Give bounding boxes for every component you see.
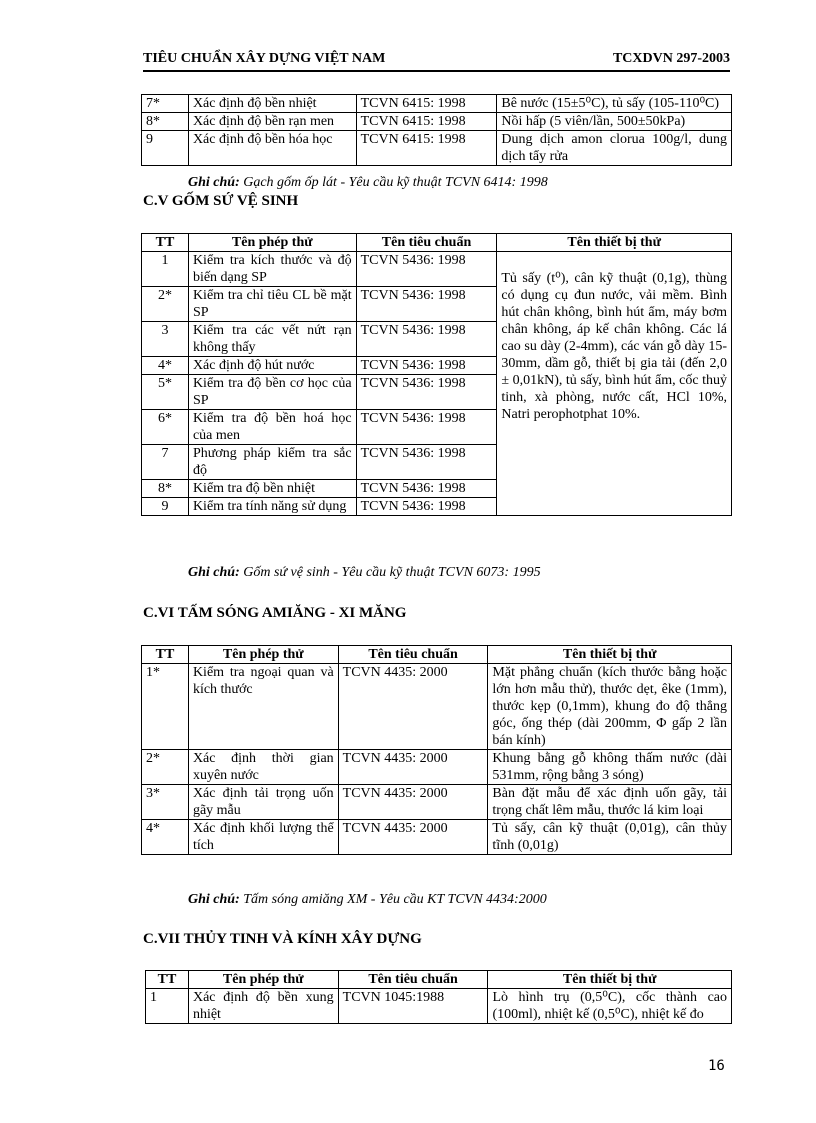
cell-test: Xác định độ bền nhiệt — [188, 95, 356, 113]
cell-tt: 9 — [142, 498, 189, 516]
page-number: 16 — [708, 1058, 725, 1074]
cell-tt: 4* — [142, 357, 189, 375]
header-title: TIÊU CHUẨN XÂY DỰNG VIỆT NAM — [143, 51, 386, 66]
col-header-standard: Tên tiêu chuẩn — [338, 646, 488, 664]
cell-tt: 1 — [146, 989, 189, 1024]
col-header-tt: TT — [142, 234, 189, 252]
section-title-cv: C.V GỐM SỨ VỆ SINH — [143, 193, 299, 209]
cell-tt: 4* — [142, 820, 189, 855]
note-label: Ghi chú: — [188, 892, 240, 907]
cell-tt: 3 — [142, 322, 189, 357]
note-text: Gạch gốm ốp lát - Yêu cầu kỹ thuật TCVN 6414: 1998 — [243, 175, 548, 190]
cell-standard: TCVN 4435: 2000 — [338, 785, 488, 820]
note-text: Gốm sứ vệ sinh - Yêu cầu kỹ thuật TCVN 6073: 1995 — [243, 565, 541, 580]
cell-equipment: Lò hình trụ (0,5⁰C), cốc thành cao (100ml), nhiệt kế (0,5⁰C), nhiệt kế đo — [488, 989, 732, 1024]
note-asbestos — [188, 892, 547, 908]
cell-test: Xác định thời gian xuyên nước — [188, 750, 338, 785]
cell-standard: TCVN 5436: 1998 — [356, 357, 497, 375]
cell-test: Xác định độ bền hóa học — [188, 131, 356, 166]
cell-tt: 7 — [142, 445, 189, 480]
col-header-tt: TT — [146, 971, 189, 989]
cell-equipment: Nồi hấp (5 viên/lần, 500±50kPa) — [497, 113, 732, 131]
table-header-row — [146, 971, 732, 989]
cell-tt: 2* — [142, 287, 189, 322]
cell-standard: TCVN 6415: 1998 — [356, 131, 497, 166]
cell-standard: TCVN 5436: 1998 — [356, 287, 497, 322]
cell-equipment: Mặt phẳng chuẩn (kích thước bằng hoặc lớn hơn mẫu thử), thước dẹt, êke (1mm), thước kẹp (0,1mm), khung đo độ thẳng góc, ống thép (dài 200mm, Φ gấp 2 lần bán kính) — [488, 664, 732, 750]
cell-standard: TCVN 5436: 1998 — [356, 252, 497, 287]
cell-standard: TCVN 4435: 2000 — [338, 750, 488, 785]
note-label: Ghi chú: — [188, 565, 240, 580]
table-header-row — [142, 646, 732, 664]
cell-test: Xác định khối lượng thể tích — [188, 820, 338, 855]
cell-tt: 2* — [142, 750, 189, 785]
note-tiles — [188, 175, 548, 191]
cell-test: Xác định độ bền xung nhiệt — [188, 989, 338, 1024]
cell-test: Kiểm tra độ bền cơ học của SP — [188, 375, 356, 410]
cell-equipment: Bê nước (15±5⁰C), tủ sấy (105-110⁰C) — [497, 95, 732, 113]
cell-test: Xác định độ bền rạn men — [188, 113, 356, 131]
cell-standard: TCVN 5436: 1998 — [356, 410, 497, 445]
cell-equipment: Dung dịch amon clorua 100g/l, dung dịch tẩy rửa — [497, 131, 732, 166]
table-row — [142, 113, 732, 131]
table-cv — [141, 233, 732, 516]
cell-tt: 1 — [142, 252, 189, 287]
cell-standard: TCVN 5436: 1998 — [356, 498, 497, 516]
cell-standard: TCVN 6415: 1998 — [356, 113, 497, 131]
table-row — [142, 664, 732, 750]
cell-standard: TCVN 4435: 2000 — [338, 820, 488, 855]
cell-tt: 1* — [142, 664, 189, 750]
table-row — [142, 131, 732, 166]
col-header-equipment: Tên thiết bị thử — [488, 971, 732, 989]
note-text: Tấm sóng amiăng XM - Yêu cầu KT TCVN 4434:2000 — [243, 892, 547, 907]
cell-standard: TCVN 4435: 2000 — [338, 664, 488, 750]
cell-test: Xác định độ hút nước — [188, 357, 356, 375]
col-header-equipment: Tên thiết bị thử — [497, 234, 732, 252]
cell-standard: TCVN 5436: 1998 — [356, 375, 497, 410]
cell-tt: 8* — [142, 480, 189, 498]
cell-test: Kiểm tra chỉ tiêu CL bề mặt SP — [188, 287, 356, 322]
table-header-row — [142, 234, 732, 252]
cell-test: Kiểm tra độ bền nhiệt — [188, 480, 356, 498]
table-cvi — [141, 645, 732, 855]
col-header-standard: Tên tiêu chuẩn — [356, 234, 497, 252]
table-row — [142, 750, 732, 785]
table-cvii — [145, 970, 732, 1024]
col-header-test: Tên phép thử — [188, 234, 356, 252]
col-header-test: Tên phép thử — [188, 646, 338, 664]
note-sanitary — [188, 565, 541, 581]
col-header-test: Tên phép thử — [188, 971, 338, 989]
cell-test: Phương pháp kiểm tra sắc độ — [188, 445, 356, 480]
table-row — [142, 785, 732, 820]
cell-standard: TCVN 1045:1988 — [338, 989, 488, 1024]
cell-test: Kiểm tra độ bền hoá học của men — [188, 410, 356, 445]
cell-standard: TCVN 5436: 1998 — [356, 480, 497, 498]
table-row — [142, 252, 732, 287]
cell-test: Kiểm tra ngoại quan và kích thước — [188, 664, 338, 750]
cell-standard: TCVN 5436: 1998 — [356, 322, 497, 357]
cell-tt: 7* — [142, 95, 189, 113]
table-row — [142, 820, 732, 855]
cell-standard: TCVN 6415: 1998 — [356, 95, 497, 113]
cell-test: Kiểm tra các vết nứt rạn không thấy — [188, 322, 356, 357]
cell-tt: 3* — [142, 785, 189, 820]
cell-tt: 9 — [142, 131, 189, 166]
header-code: TCXDVN 297-2003 — [612, 51, 730, 66]
page-header — [143, 48, 730, 72]
col-header-standard: Tên tiêu chuẩn — [338, 971, 488, 989]
col-header-equipment: Tên thiết bị thử — [488, 646, 732, 664]
cell-standard: TCVN 5436: 1998 — [356, 445, 497, 480]
cell-tt: 5* — [142, 375, 189, 410]
cell-equipment: Tủ sấy, cân kỹ thuật (0,01g), cân thủy tĩnh (0,01g) — [488, 820, 732, 855]
table-row — [146, 989, 732, 1024]
cell-equipment: Bàn đặt mẫu để xác định uốn gãy, tải trọng chất lêm mẫu, thước lá kim loại — [488, 785, 732, 820]
col-header-tt: TT — [142, 646, 189, 664]
table-row — [142, 95, 732, 113]
cell-tt: 8* — [142, 113, 189, 131]
cell-equipment: Tủ sấy (t⁰), cân kỹ thuật (0,1g), thùng có dụng cụ đun nước, vải mềm. Bình hút chân không, bình hút ẩm, máy bơm chân không, áp kế chân không. Các lá cao su dày (2-4mm), các ván gỗ dày 15-30mm, dầm gỗ, thiết bị gia tải (đến 2,0 ± 0,01kN), tủ sấy, bình hút ẩm, cốc thuỷ tinh, xà phòng, nước cất, HCl 10%, Natri perophotphat 10%. — [497, 252, 732, 516]
cell-test: Kiểm tra tính năng sử dụng — [188, 498, 356, 516]
cell-test: Kiểm tra kích thước và độ biến dạng SP — [188, 252, 356, 287]
section-title-cvii: C.VII THỦY TINH VÀ KÍNH XÂY DỰNG — [143, 931, 422, 947]
cell-equipment: Khung bằng gỗ không thấm nước (dài 531mm, rộng bằng 3 sóng) — [488, 750, 732, 785]
note-label: Ghi chú: — [188, 175, 240, 190]
cell-tt: 6* — [142, 410, 189, 445]
section-title-cvi: C.VI TẤM SÓNG AMIĂNG - XI MĂNG — [143, 605, 407, 621]
cell-test: Xác định tải trọng uốn gãy mẫu — [188, 785, 338, 820]
continuation-table — [141, 94, 732, 166]
